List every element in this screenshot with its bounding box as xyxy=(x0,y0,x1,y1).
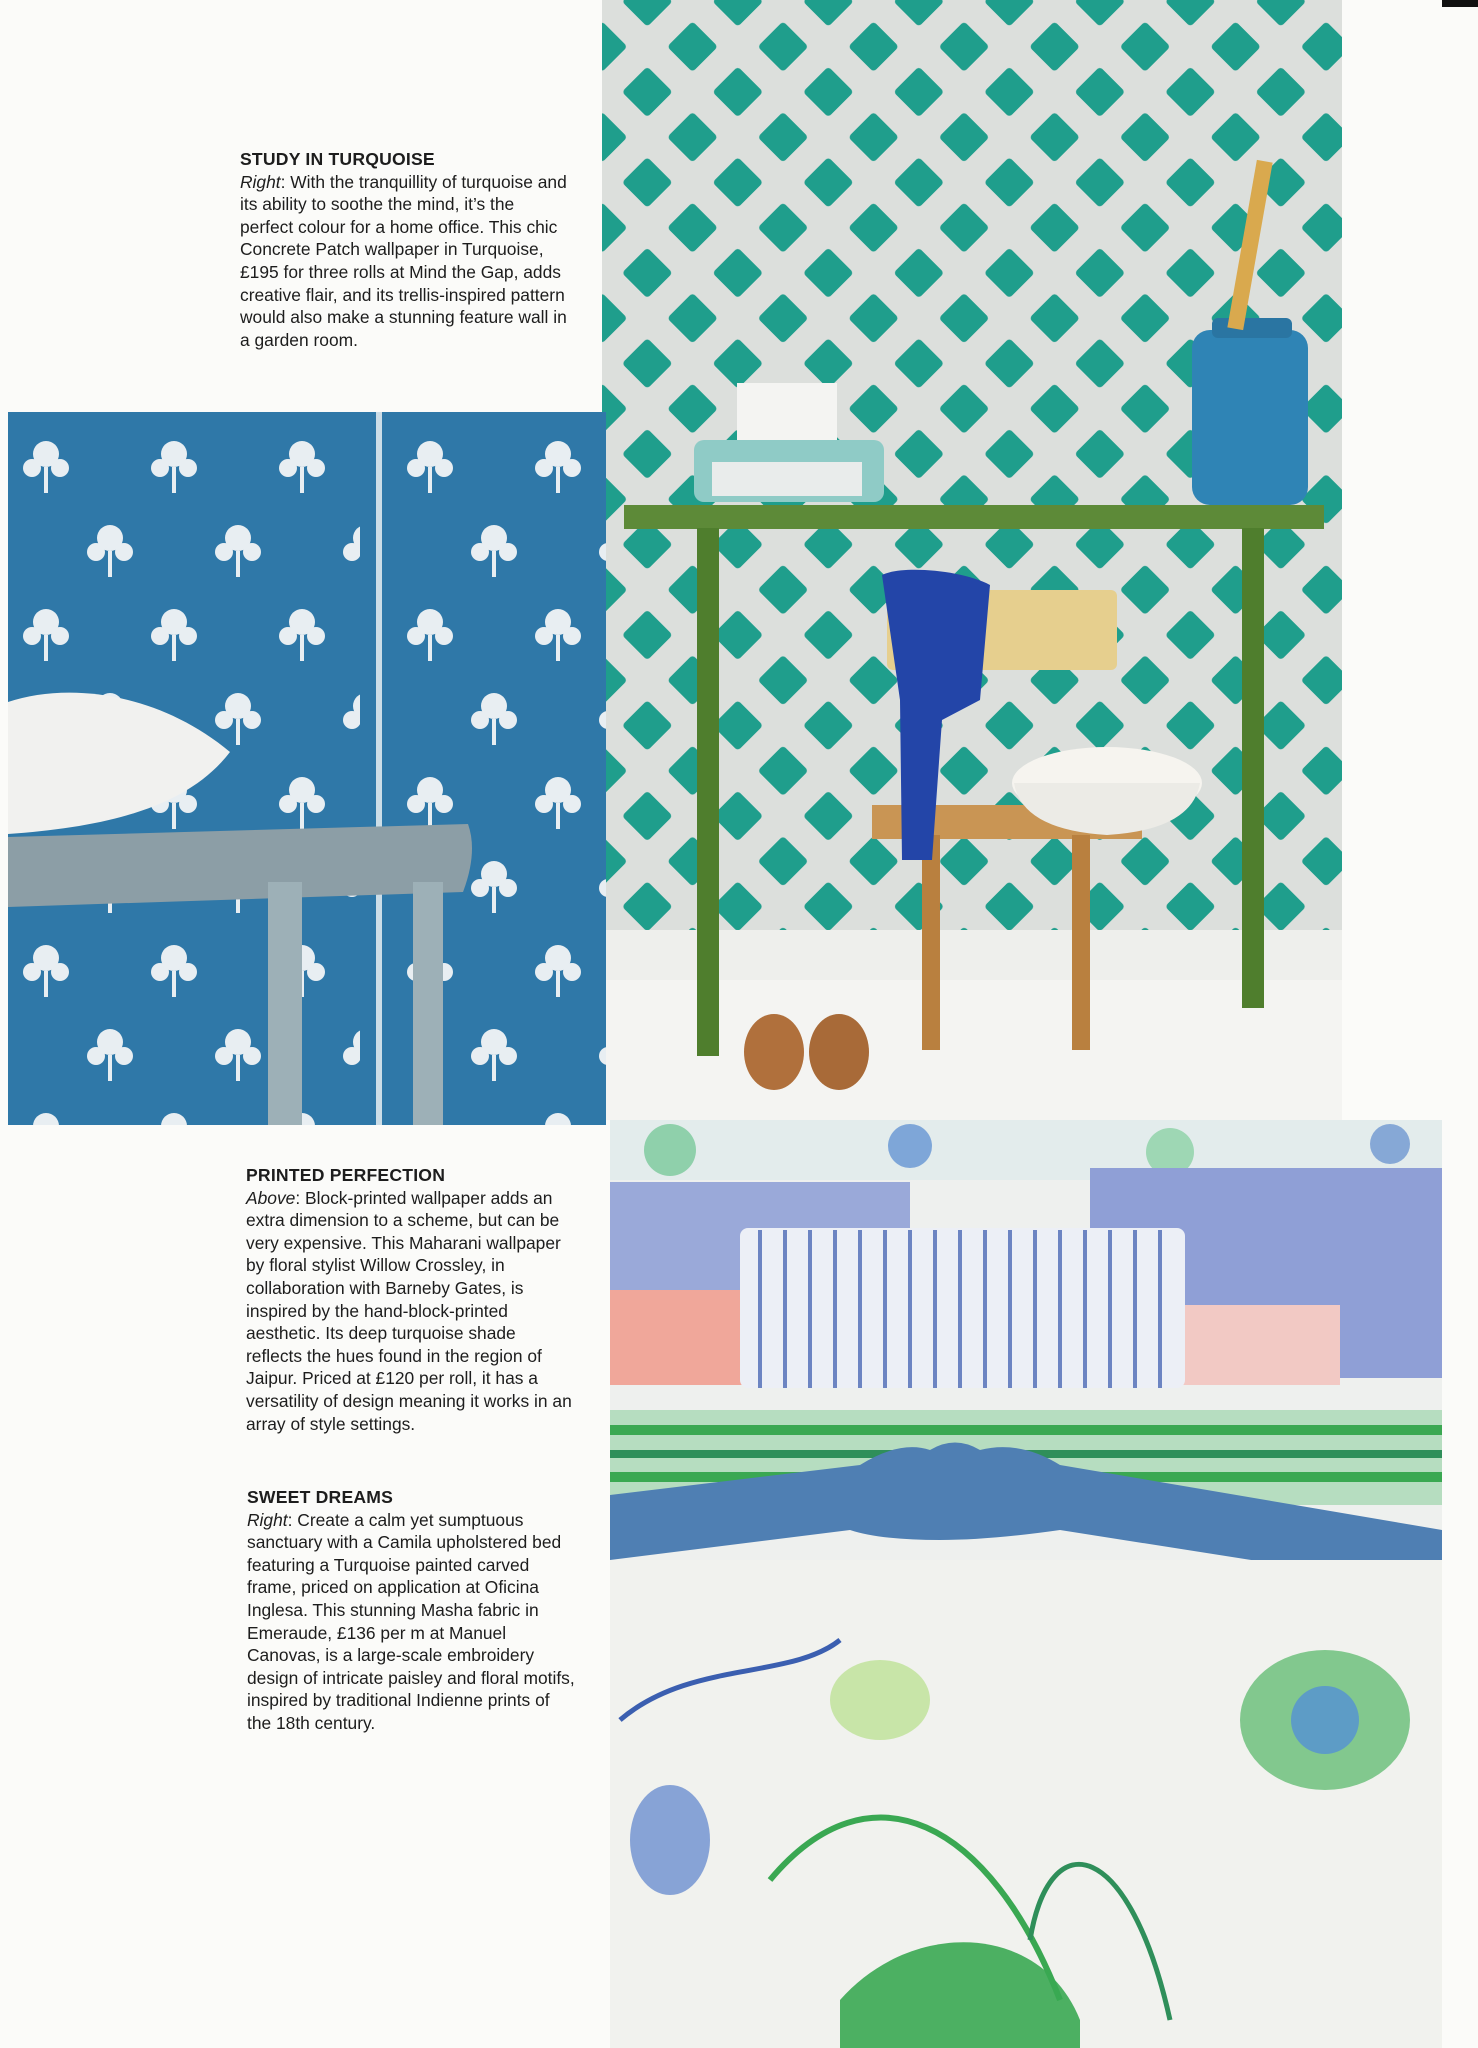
caption-printed-perfection xyxy=(246,1164,576,1435)
caption-body xyxy=(247,1509,577,1735)
caption-text: : With the tranquillity of turquoise and its ability to soothe the mind, it’s the perfect colour for a home office. This chic Concrete Patch wallpaper in Turquoise, £195 for three rolls at Mind the Gap, adds creative flair, and its trellis-inspired pattern would also make a stunning feature wall in a garden room. xyxy=(240,171,567,350)
trellis-wallpaper-photo xyxy=(602,0,1342,1120)
caption-heading: PRINTED PERFECTION xyxy=(246,1165,446,1185)
caption-heading: SWEET DREAMS xyxy=(247,1487,394,1507)
caption-body xyxy=(240,171,570,352)
caption-text: : Create a calm yet sumptuous sanctuary with a Camila upholstered bed featuring a Turquoise painted carved frame, priced on application at Oficina Inglesa. This stunning Masha fabric in Emeraude, £136 per m at Manuel Canovas, is a large-scale embroidery design of intricate paisley and floral motifs, inspired by traditional Indienne prints of the 18th century. xyxy=(247,1509,575,1733)
caption-lead: Above xyxy=(246,1187,296,1208)
caption-text: : Block-printed wallpaper adds an extra dimension to a scheme, but can be very expensive. This Maharani wallpaper by floral stylist Willow Crossley, in collaboration with Barneby Gates, is inspired by the hand-block-printed aesthetic. Its deep turquoise shade reflects the hues found in the region of Jaipur. Priced at £120 per roll, it has a versatility of design meaning it works in an array of style settings. xyxy=(246,1187,572,1434)
caption-lead: Right xyxy=(240,171,281,192)
caption-sweet-dreams xyxy=(247,1486,577,1735)
upholstered-bed-photo xyxy=(610,1120,1442,2048)
block-print-wallpaper-photo xyxy=(8,412,606,1125)
page-corner-mark xyxy=(1442,0,1478,7)
caption-study-in-turquoise xyxy=(240,148,570,351)
caption-heading: STUDY IN TURQUOISE xyxy=(240,149,435,169)
caption-lead: Right xyxy=(247,1509,288,1530)
caption-body xyxy=(246,1187,576,1436)
